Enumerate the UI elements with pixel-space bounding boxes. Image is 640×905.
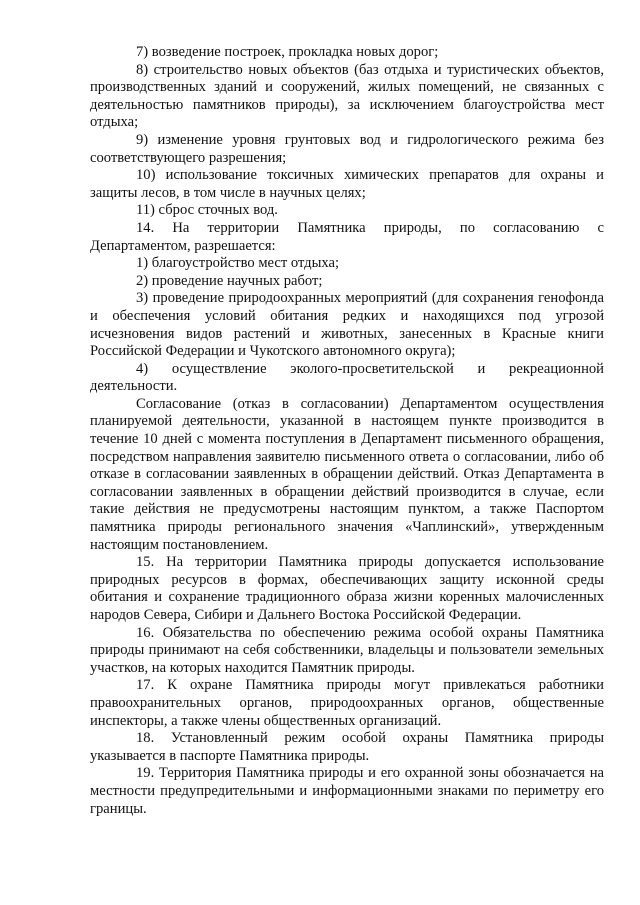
paragraph-approval: Согласование (отказ в согласовании) Департаментом осуществления планируемой деятельности, указанной в настоящем пункте производится в течение 10 дней с момента поступления в Департамент письменного обращения, посредством направления заявителю письменного ответа о согласовании, либо об отказе в согласовании заявленных в обращении действий. Отказ Департамента в согласовании заявленных в обращении действий производится в случае, если такие действия не предусмотрены настоящим пунктом, а также Паспортом памятника природы регионального значения «Чаплинский», утвержденным настоящим постановлением. — [90, 395, 604, 553]
paragraph-item-8: 8) строительство новых объектов (баз отдыха и туристических объектов, производственных зданий и сооружений, жилых помещений, не связанных с деятельностью памятников природы), за исключением благоустройства мест отдыха; — [90, 61, 604, 131]
paragraph-item-7: 7) возведение построек, прокладка новых дорог; — [136, 44, 439, 60]
paragraph-item-9: 9) изменение уровня грунтовых вод и гидрологического режима без соответствующего разрешения; — [90, 131, 604, 166]
paragraph-section-14: 14. На территории Памятника природы, по согласованию с Департаментом, разрешается: — [90, 219, 604, 254]
paragraph-section-16: 16. Обязательства по обеспечению режима особой охраны Памятника природы принимают на себя собственники, владельцы и пользователи земельных участков, на которых находится Памятник природы. — [90, 624, 604, 676]
paragraph-allowed-4: 4) осуществление эколого-просветительской и рекреационной деятельности. — [90, 360, 604, 395]
paragraph-allowed-3: 3) проведение природоохранных мероприятий (для сохранения генофонда и обеспечения условий обитания редких и находящихся под угрозой исчезновения видов растений и животных, занесенных в Красные книги Российской Федерации и Чукотского автономного округа); — [90, 290, 604, 360]
paragraph-item-10: 10) использование токсичных химических препаратов для охраны и защиты лесов, в том числе в научных целях; — [90, 167, 604, 201]
paragraph-section-18: 18. Установленный режим особой охраны Памятника природы указывается в паспорте Памятника природы. — [90, 730, 604, 764]
paragraph-allowed-1: 1) благоустройство мест отдыха; — [136, 255, 340, 272]
paragraph-section-17: 17. К охране Памятника природы могут привлекаться работники правоохранительных органов, природоохранных органов, общественные инспекторы, а также члены общественных организаций. — [90, 677, 604, 729]
paragraph-item-11: 11) сброс сточных вод. — [136, 202, 278, 219]
paragraph-section-19: 19. Территория Памятника природы и его охранной зоны обозначается на местности предупредительными и информационными знаками по периметру его границы. — [90, 765, 604, 817]
paragraph-allowed-2: 2) проведение научных работ; — [136, 272, 323, 289]
document-text — [90, 44, 604, 818]
paragraph-section-15: 15. На территории Памятника природы допускается использование природных ресурсов в формах, обеспечивающих защиту исконной среды обитания и сохранение традиционного образа жизни коренных малочисленных народов Севера, Сибири и Дальнего Востока Российской Федерации. — [90, 554, 604, 623]
